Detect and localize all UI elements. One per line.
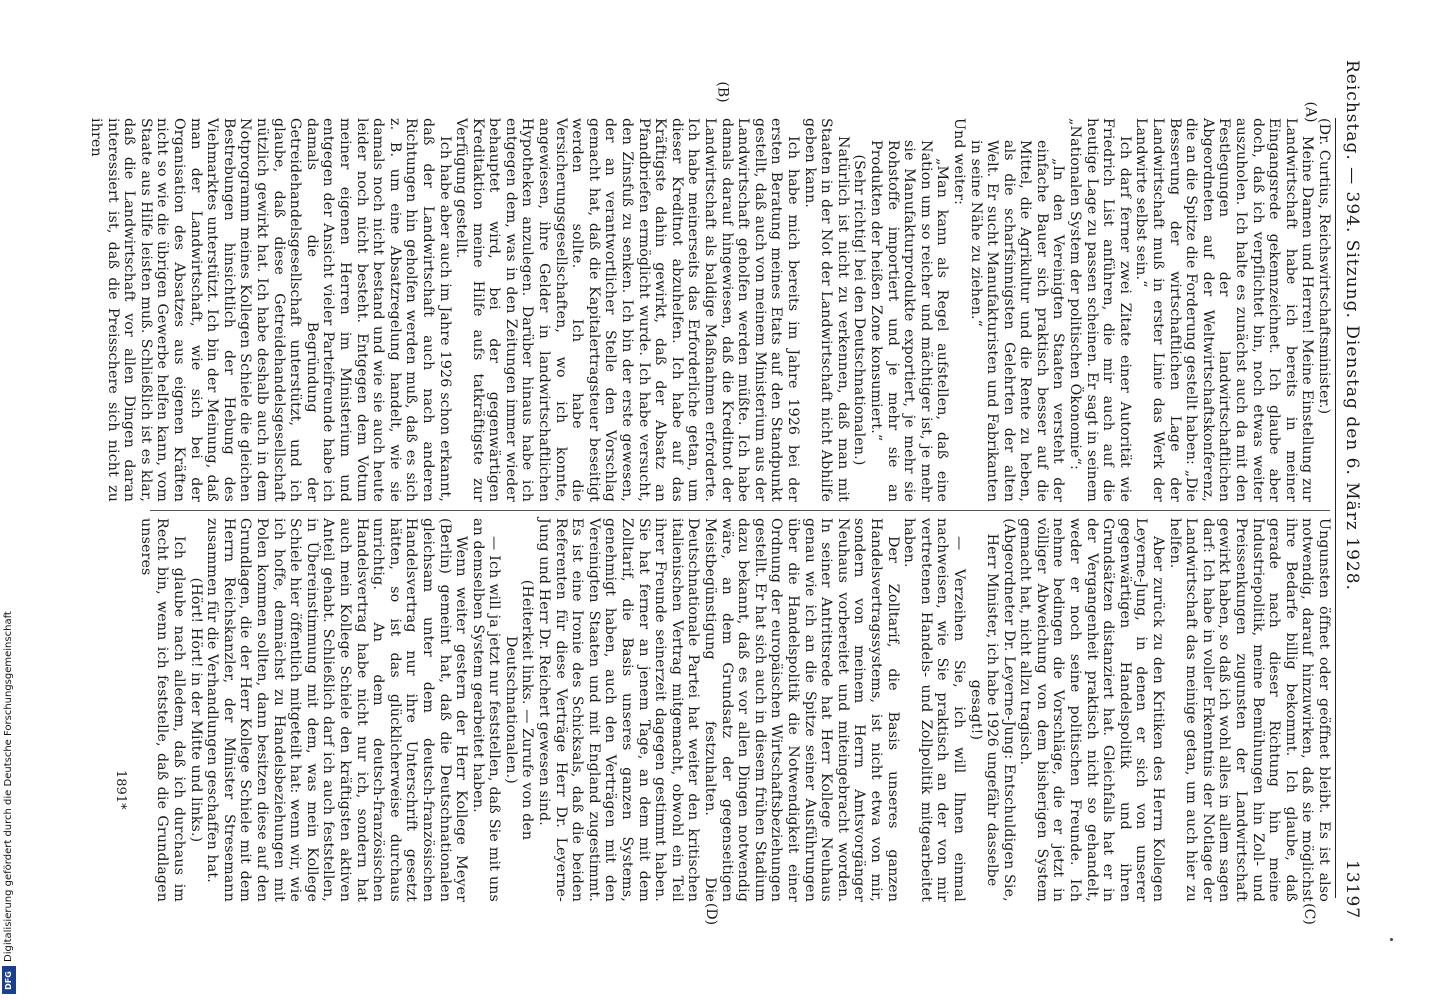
running-head — [1342, 60, 1362, 940]
right-column-paragraph: Der Zolltarif, die Basis unseres ganzen Handelsvertragssystems, ist nicht etwa von mir, sondern von meinem Herrn Amtsvorgänger Neuhaus vorbereitet und miteingebracht worden. In seiner Antrittsrede hat Herr Kollege Neuhaus genau wie ich an die Spitze seiner Ausführungen über die Handelspolitik die Notwendigkeit einer Ordnung der europäischen Wirtschaftsbeziehungen gestellt. Er hat sich auch in diesem frühen Stadium dazu bekannt, daß es vor allen Dingen notwendig wäre, an dem Grundsatz der gegenseitigen Meistbegünstigung festzuhalten. Die Deutschnationale Partei hat weiter den kritischen italienischen Vertrag mitgemacht, obwohl ein Teil ihrer Freunde seinerzeit dagegen gestimmt haben. Sie hat ferner an jenem Tage, an dem mit dem Zolltarif, die Basis unseres ganzen Systems, genehmigt haben, auch den Verträgen mit den Vereinigten Staaten und mit England zugestimmt. Es ist eine Ironie des Schicksals, daß die beiden Referenten für diese Verträge Herr Dr. Leyerne-Jung und Herr Dr. Reichert gewesen sind. — [536, 518, 901, 902]
right-column-paragraph: — Verzeihen Sie, ich will Ihnen einmal nachweisen, wie Sie praktisch an der von mir vertretenen Handels- und Zollpolitik mitgearbeitet haben. — [901, 518, 967, 902]
right-column — [137, 518, 1332, 902]
left-column — [87, 118, 1332, 502]
margin-marker-b: (B) — [714, 81, 731, 103]
left-column-paragraph: Und weiter: — [950, 118, 967, 206]
column-divider — [150, 510, 1330, 511]
dfg-logo: DFG — [2, 966, 16, 994]
right-column-paragraph: (Abgeordneter Dr. Leyerne-Jung: Entschuldigen Sie, Herr Minister, ich habe 1926 ungefähr dasselbe gesagt!) — [967, 518, 1017, 902]
page-title: Reichstag. — 394. Sitzung. Dienstag den 6. März 1928. — [1342, 60, 1362, 591]
right-column-paragraph: — Ich will ja jetzt nur feststellen, daß Sie mit uns an demselben System gearbeitet haben. — [469, 518, 503, 902]
page-number: 13197 — [1342, 860, 1362, 920]
left-column-paragraph: Ich habe aber auch im Jahre 1926 schon erkannt, daß der Landwirtschaft auch nach anderen Richtungen hin geholfen werden muß, daß es sich z. B. um eine Absatzregelung handelt, wie sie damals noch nicht bestand und wie sie auch heute leider noch nicht besteht. Entgegen dem Votum meiner eigenen Herren im Ministerium und entgegen der Ansicht vieler Parteifreunde habe ich damals die Begründung der Getreidehandelsgesellschaft unterstützt, und ich glaube, daß diese Getreidehandelsgesellschaft nützlich gewirkt hat. Ich habe deshalb auch in dem Notprogramm meines Kollegen Schiele die gleichen Bestrebungen hinsichtlich der Hebung des Viehmarktes unterstützt. Ich bin der Meinung, daß man der Landwirtschaft, wie sich bei der Organisation des Absatzes aus eigenen Kräften nicht so wie die übrigen Gewerbe helfen kann, vom Staate aus Hilfe leisten muß. Schließlich ist es klar, daß die Landwirtschaft vor allen Dingen daran interessiert ist, daß die Preisschere sich nicht zu ihren — [88, 118, 453, 502]
right-column-paragraph: Ich glaube nach alledem, daß ich durchaus im Recht bin, wenn ich feststelle, daß die Grundlagen unseres — [137, 518, 188, 902]
page-number-box — [1342, 860, 1362, 920]
left-column-paragraph: „In den Vereinigten Staaten versteht der einfache Bauer sich praktisch besser auf die Mittel, die Agrikultur und die Rente zu heben, als die scharfsinnigsten Gelehrten der alten Welt. Er sucht Manufakturisten und Fabrikanten in seine Nähe zu ziehen.“ — [967, 140, 1067, 502]
right-column-paragraph: Aber zurück zu den Kritiken des Herrn Kollegen Leyerne-Jung, in denen er sich von unserer gegenwärtigen Handelspolitik und ihren Grundsätzen distanziert hat. Gleichfalls hat er in der Vergangenheit praktisch nicht so gehandelt, weder er noch seine politischen Freunde. Ich nehme bedingen die Vorschläge, die er jetzt in völliger Abweichung von dem bisherigen System gemacht hat, nicht allzu tragisch. — [1017, 518, 1167, 902]
right-column-paragraph: (Heiterkeit links. — Zurufe von den Deutschnationalen.) — [502, 579, 536, 841]
scan-dot — [1390, 938, 1393, 941]
left-column-paragraph: (Sehr richtig! bei den Deutschnationalen.) — [851, 154, 868, 466]
header-rule — [1335, 118, 1336, 898]
margin-marker-c: (C) — [1300, 903, 1317, 925]
margin-marker-d: (D) — [703, 902, 720, 926]
digitization-credit: Digitalisierung gefördert durch die Deutsche Forschungsgemeinschaft — [3, 611, 14, 962]
left-column-paragraph: „Man kann als Regel aufstellen, daß eine Nation um so reicher und mächtiger ist, je mehr sie Manufakturprodukte exportiert, je mehr sie Rohstoffe importiert und je mehr sie an Produkten der heißen Zone konsumiert.“ — [867, 140, 951, 502]
right-column-paragraph: Ungunsten öffnet oder geöffnet bleibt. Es ist also notwendig, darauf hinzuwirken, daß sie möglichst ihre Bedarfe billig bekommt. Ich glaube, daß gerade nach dieser Richtung hin meine Industriepolitik, meine Bemühungen hin Zoll- und Preissenkungen zugunsten der Landwirtschaft gewirkt haben, so daß ich wohl alles in allem sagen darf: Ich habe in voller Erkenntnis der Notlage der Landwirtschaft das meinige getan, um auch hier zu helfen. — [1166, 518, 1332, 902]
left-column-paragraph: (Dr. Curtius, Reichswirtschaftsminister.) — [1316, 118, 1332, 415]
left-column-paragraph: Ich habe mich bereits im Jahre 1926 bei der ersten Beratung meines Etats auf den Standpunkt gestellt, daß auch von meinem Ministerium aus der Landwirtschaft geholfen werden müßte. Ich habe damals darauf hingewiesen, daß die Kreditnot der Landwirtschaft als baldige Maßnahmen erforderte. Ich habe meinerseits das Erforderliche getan, um dieser Kreditnot abzuhelfen. Ich habe auf das Kräftigste dahin gewirkt, daß der Absatz an Pfandbriefen ermöglicht wurde. Ich habe versucht, den Zinsfuß zu senken. Ich bin der erste gewesen, der an verantwortlicher Stelle den Vorschlag gemacht hat, daß die Kapitalertragsteuer beseitigt werden sollte. Ich habe die Versicherungsgesellschaften, wo ich konnte, angewiesen, ihre Gelder in landwirtschaftlichen Hypotheken anzulegen. Darüber hinaus habe ich entgegen dem, was in den Zeitungen immer wieder behauptet wird, bei der gegenwärtigen Kreditaktion meine Hilfe aufs tatkräftigste zur Verfügung gestellt. — [453, 118, 801, 502]
signature-mark: 1891* — [113, 770, 128, 810]
left-column-paragraph: Meine Damen und Herren! Meine Einstellung zur Landwirtschaft habe ich bereits in meiner Eingangsrede gekennzeichnet. Ich glaube aber doch, daß ich verpflichtet bin, noch etwas weiter auszuholen. Ich halte es zunächst auch da mit den Festlegungen der landwirtschaftlichen Abgeordneten auf der Weltwirtschaftskonferenz, die an die Spitze die Forderung gestellt haben: „Die Besserung der wirtschaftlichen Lage der Landwirtschaft muß in erster Linie das Werk der Landwirte selbst sein.“ — [1133, 118, 1316, 502]
margin-marker-a: (A) — [1302, 101, 1319, 123]
left-column-paragraph: Natürlich ist nicht zu verkennen, daß man mit Staaten in der Not der Landwirtschaft nicht Abhilfe geben kann. — [801, 118, 851, 502]
right-column-paragraph: (Hört! Hört! in der Mitte und links.) — [187, 577, 204, 843]
right-column-paragraph: Wenn weiter gestern der Herr Kollege Meyer (Berlin) gemeint hat, daß die Deutschnationalen gleichsam unter dem deutsch-französischen Handelsvertrag nur ihre Unterschrift gesetzt hätten, so ist das glücklicherweise durchaus unrichtig. An dem deutsch-französischen Handelsvertrag habe nicht nur ich, sondern hat auch mein Kollege Schiele den kräftigsten aktiven Anteil gehabt. Schließlich darf ich auch feststellen, in Übereinstimmung mit dem, was mein Kollege Schiele hier öffentlich mitgeteilt hat: wenn wir, wie ich hoffe, demnächst zu Handelsbeziehungen mit Polen kommen sollten, dann besitzen diese auf den Grundlagen, die der Herr Kollege Schiele mit dem Herrn Reichskanzler, der Minister Stresemann zusammen für die Verhandlungen geschaffen hat. — [204, 518, 470, 902]
left-column-paragraph: Ich darf ferner zwei Zitate einer Autorität wie Friedrich List anführen, die mir auch auf die heutige Lage zu passen scheinen. Er sagt in seinem „Nationalen System der politischen Ökonomie“: — [1067, 118, 1133, 502]
